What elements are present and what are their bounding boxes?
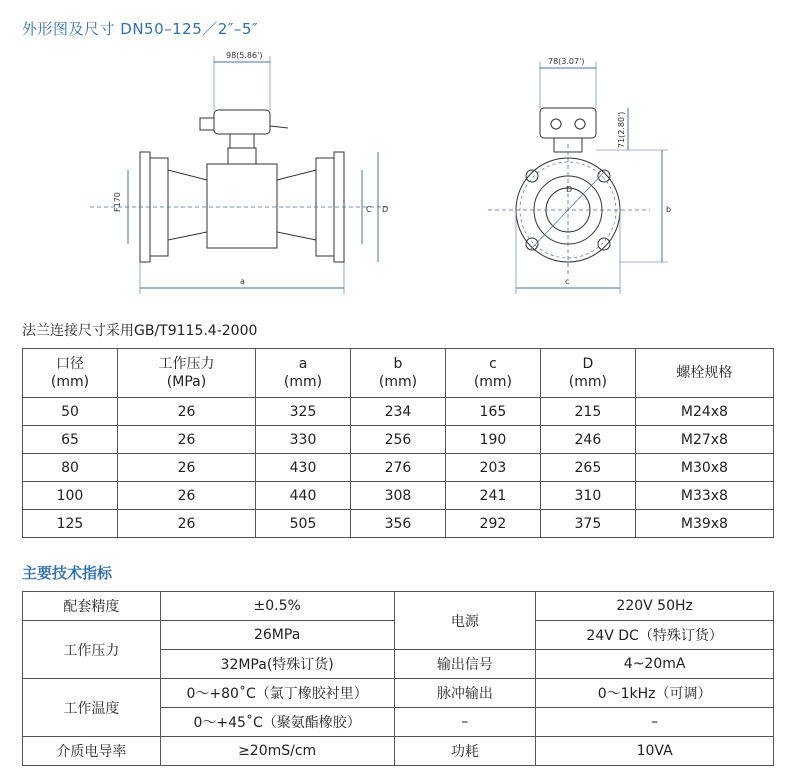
table-row: [23, 426, 774, 454]
pulse-label: 脉冲输出: [394, 679, 536, 708]
spec-title: 主要技术指标: [22, 564, 113, 582]
table-cell: 100: [23, 482, 118, 510]
column-header: [635, 349, 773, 398]
side-width-label: 98(5.86'): [226, 51, 263, 60]
column-header: [540, 349, 635, 398]
table-cell: 26: [117, 454, 255, 482]
spec-table: [22, 591, 774, 766]
table-cell: M33x8: [635, 482, 773, 510]
output-value: 4~20mA: [536, 650, 774, 679]
table-cell: M24x8: [635, 398, 773, 426]
table-cell: 203: [445, 454, 540, 482]
pressure-label: 工作压力: [23, 621, 161, 679]
c-end-label: c: [565, 277, 570, 286]
table-cell: 440: [256, 482, 351, 510]
table-cell: 276: [350, 454, 445, 482]
dimension-drawing: [0, 40, 800, 315]
output-label: 输出信号: [394, 650, 536, 679]
temp-label: 工作温度: [23, 679, 161, 737]
column-header-unit: (mm): [50, 374, 90, 390]
pressure-value-2: 32MPa(特殊订货): [160, 650, 394, 679]
temp-value-1: 0～+80˚C（氯丁橡胶衬里）: [160, 679, 394, 708]
table-cell: 256: [350, 426, 445, 454]
column-header-label: b: [393, 356, 403, 372]
column-header: [445, 349, 540, 398]
table-cell: 26: [117, 426, 255, 454]
column-header-label: D: [582, 356, 594, 372]
table-cell: M30x8: [635, 454, 773, 482]
dash-cell-2: –: [536, 708, 774, 737]
column-header-label: 口径: [55, 356, 84, 372]
standard-note: 法兰连接尺寸采用GB/T9115.4-2000: [22, 323, 258, 339]
table-cell: 26: [117, 482, 255, 510]
column-header-unit: (mm): [283, 374, 323, 390]
table-cell: M27x8: [635, 426, 773, 454]
table-cell: 356: [350, 510, 445, 538]
conductivity-value: ≥20mS/cm: [160, 737, 394, 766]
power-label: 电源: [394, 592, 536, 650]
table-cell: 246: [540, 426, 635, 454]
table-cell: 308: [350, 482, 445, 510]
table-cell: 292: [445, 510, 540, 538]
f-label: F170: [113, 192, 122, 212]
b-label: b: [666, 205, 672, 214]
temp-value-2: 0～+45˚C（聚氨酯橡胶）: [160, 708, 394, 737]
table-cell: 165: [445, 398, 540, 426]
c-label: C: [366, 205, 372, 214]
d-end-label: D: [566, 185, 573, 194]
page-title: 外形图及尺寸 DN50–125／2″–5″: [22, 20, 259, 38]
column-header-unit: (MPa): [166, 374, 207, 390]
table-cell: 234: [350, 398, 445, 426]
table-cell: 215: [540, 398, 635, 426]
dimension-table: [22, 348, 774, 538]
table-cell: 125: [23, 510, 118, 538]
a-label: a: [240, 277, 245, 286]
power-value-1: 220V 50Hz: [536, 592, 774, 621]
table-row: [23, 510, 774, 538]
table-cell: 310: [540, 482, 635, 510]
table-cell: 65: [23, 426, 118, 454]
table-row: [23, 482, 774, 510]
column-header: [117, 349, 255, 398]
table-cell: 241: [445, 482, 540, 510]
column-header-label: 螺栓规格: [676, 365, 733, 381]
conductivity-label: 介质电导率: [23, 737, 161, 766]
table-row: [23, 454, 774, 482]
table-cell: M39x8: [635, 510, 773, 538]
table-cell: 330: [256, 426, 351, 454]
column-header: [256, 349, 351, 398]
column-header-unit: (mm): [473, 374, 513, 390]
column-header-label: 工作压力: [158, 356, 215, 372]
column-header: [350, 349, 445, 398]
table-row: [23, 398, 774, 426]
d-label: D: [382, 205, 389, 214]
table-cell: 80: [23, 454, 118, 482]
table-cell: 325: [256, 398, 351, 426]
dash-cell-1: –: [394, 708, 536, 737]
pulse-value: 0～1kHz（可调）: [536, 679, 774, 708]
consumption-label: 功耗: [394, 737, 536, 766]
end-height-label: 71(2.80'): [617, 111, 626, 148]
table-cell: 375: [540, 510, 635, 538]
accuracy-value: ±0.5%: [160, 592, 394, 621]
end-width-label: 78(3.07'): [548, 57, 585, 66]
table-cell: 26: [117, 510, 255, 538]
accuracy-label: 配套精度: [23, 592, 161, 621]
column-header-unit: (mm): [378, 374, 418, 390]
column-header: [23, 349, 118, 398]
pressure-value-1: 26MPa: [160, 621, 394, 650]
table-cell: 26: [117, 398, 255, 426]
column-header-label: a: [298, 356, 308, 372]
table-header-row: [23, 349, 774, 398]
table-cell: 190: [445, 426, 540, 454]
power-value-2: 24V DC（特殊订货）: [536, 621, 774, 650]
table-cell: 265: [540, 454, 635, 482]
column-header-label: c: [489, 356, 497, 372]
column-header-unit: (mm): [568, 374, 607, 390]
table-cell: 505: [256, 510, 351, 538]
table-cell: 50: [23, 398, 118, 426]
consumption-value: 10VA: [536, 737, 774, 766]
table-cell: 430: [256, 454, 351, 482]
